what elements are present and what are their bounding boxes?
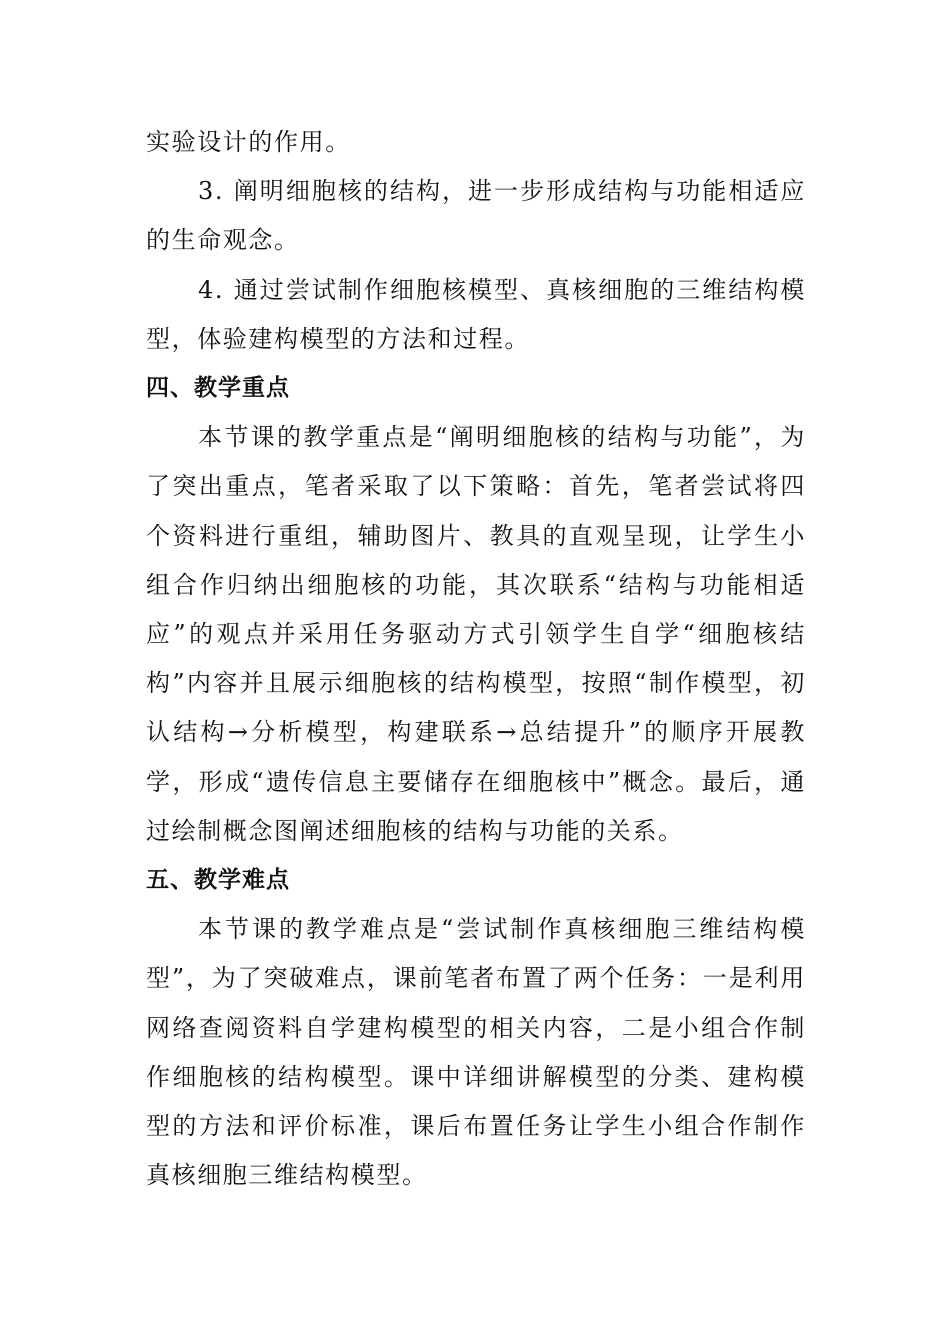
objective-3-paragraph: 3. 阐明细胞核的结构，进一步形成结构与功能相适应的生命观念。 (146, 177, 806, 255)
section-heading-key-points: 四、教学重点 (146, 375, 290, 402)
difficulties-paragraph: 本节课的教学难点是“尝试制作真核细胞三维结构模型”，为了突破难点，课前笔者布置了两个任务：一是利用网络查阅资料自学建构模型的相关内容，二是小组合作制作细胞核的结构模型。课中详细讲解模型的分类、建构模型的方法和评价标准，课后布置任务让学生小组合作制作真核细胞三维结构模型。 (146, 915, 806, 1190)
document-body (146, 118, 806, 1200)
section-heading-difficulties: 五、教学难点 (146, 867, 290, 894)
key-points-paragraph: 本节课的教学重点是“阐明细胞核的结构与功能”，为了突出重点，笔者采取了以下策略：首先，笔者尝试将四个资料进行重组，辅助图片、教具的直观呈现，让学生小组合作归纳出细胞核的功能，其次联系“结构与功能相适应”的观点并采用任务驱动方式引领学生自学“细胞核结构”内容并且展示细胞核的结构模型，按照“制作模型，初认结构→分析模型，构建联系→总结提升”的顺序开展教学，形成“遗传信息主要储存在细胞核中”概念。最后，通过绘制概念图阐述细胞核的结构与功能的关系。 (146, 423, 806, 845)
objective-4-paragraph: 4. 通过尝试制作细胞核模型、真核细胞的三维结构模型，体验建构模型的方法和过程。 (146, 275, 806, 353)
paragraph-continuation: 实验设计的作用。 (146, 128, 351, 156)
